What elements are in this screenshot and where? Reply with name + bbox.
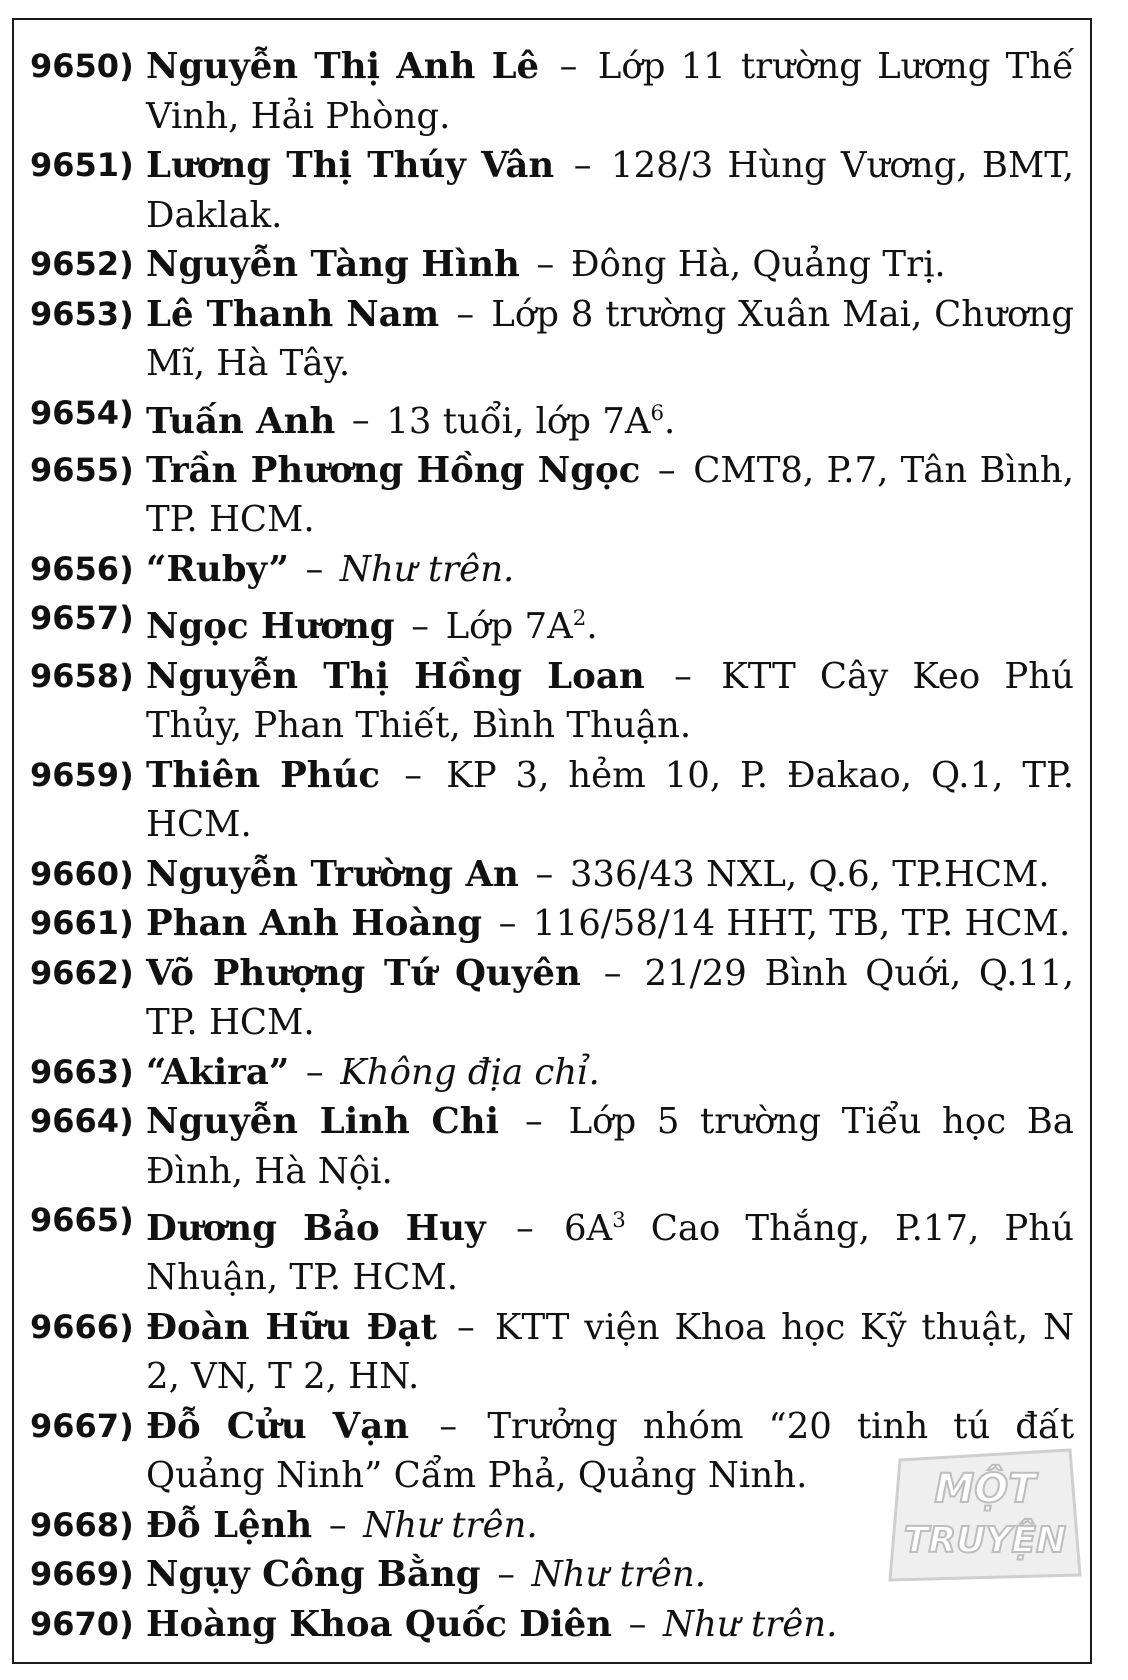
entry-number: 9665): [30, 1201, 134, 1240]
list-item: [30, 1196, 1080, 1303]
entry-body: [146, 141, 1080, 240]
entry-number: 9670): [30, 1604, 134, 1643]
entry-body: [146, 545, 1080, 595]
entry-body: [146, 850, 1080, 900]
entry-body: [146, 1196, 1080, 1303]
entry-body: [146, 42, 1080, 141]
entry-number: 9655): [30, 450, 134, 489]
entry-detail: KTT Cây Keo Phú Thủy, Phan Thiết, Bình Thuận.: [146, 655, 1075, 747]
list-item: [30, 949, 1080, 1048]
entry-detail: KTT viện Khoa học Kỹ thuật, N 2, VN, T 2, HN.: [146, 1306, 1075, 1398]
entry-detail-tail: .: [664, 400, 676, 442]
entry-body: [146, 949, 1080, 1048]
entry-detail: Không địa chỉ.: [340, 1051, 600, 1093]
entry-detail: Như trên.: [662, 1603, 838, 1645]
entry-separator: –: [456, 293, 475, 335]
entry-number: 9652): [30, 245, 134, 283]
entry-number: 9661): [30, 904, 134, 943]
entry-body: [146, 652, 1080, 751]
entry-number: 9667): [30, 1406, 134, 1445]
entry-separator: –: [457, 1306, 475, 1348]
list-item: [30, 290, 1080, 389]
list-item: [30, 1600, 1080, 1650]
list-item: [30, 1303, 1080, 1402]
entry-number: 9653): [30, 294, 134, 333]
entry-detail: CMT8, P.7, Tân Bình, TP. HCM.: [146, 449, 1074, 541]
entry-number: 9662): [30, 953, 134, 992]
entry-number: 9651): [30, 146, 134, 184]
entry-detail: Lớp 11 trường Lương Thế Vinh, Hải Phòng.: [146, 46, 1074, 137]
list-item: [30, 850, 1080, 900]
entry-separator: –: [603, 952, 622, 994]
entry-name: Trần Phương Hồng Ngọc: [146, 449, 641, 491]
entry-number: 9650): [30, 47, 134, 85]
entry-detail: 21/29 Bình Quới, Q.11, TP. HCM.: [146, 952, 1075, 1044]
watermark-logo: [880, 1440, 1090, 1590]
entry-body: [146, 1303, 1080, 1402]
entry-body: [146, 1600, 1080, 1650]
entry-name: Lương Thị Thúy Vân: [146, 145, 555, 186]
entry-body: [146, 389, 1080, 446]
list-item: [30, 751, 1080, 850]
entry-detail: Lớp 8 trường Xuân Mai, Chương Mĩ, Hà Tây.: [146, 293, 1074, 384]
entry-detail-tail: .: [586, 606, 598, 648]
entry-name: Phan Anh Hoàng: [146, 903, 483, 945]
entry-number: 9663): [30, 1052, 134, 1091]
list-item: [30, 899, 1080, 949]
entry-name: Võ Phượng Tứ Quyên: [146, 952, 581, 994]
entry-detail: 116/58/14 HHT, TB, TP. HCM.: [533, 903, 1071, 945]
entry-name: Nguyễn Linh Chi: [146, 1101, 500, 1143]
entry-separator: –: [305, 548, 324, 590]
entry-superscript: 3: [612, 1208, 626, 1234]
list-item: [30, 446, 1080, 545]
list-item: [30, 141, 1080, 240]
entry-body: [146, 446, 1080, 545]
entry-name: Tuấn Anh: [146, 400, 336, 442]
entry-separator: –: [439, 1405, 458, 1447]
list-item: [30, 545, 1080, 595]
entry-detail: 336/43 NXL, Q.6, TP.HCM.: [569, 853, 1050, 895]
entry-name: Đỗ Cửu Vạn: [146, 1405, 410, 1447]
entry-detail: 128/3 Hùng Vương, BMT, Daklak.: [146, 145, 1075, 236]
entry-number: 9659): [30, 755, 134, 794]
entry-separator: –: [535, 853, 554, 895]
entry-detail: Lớp 5 trường Tiểu học Ba Đình, Hà Nội.: [146, 1101, 1074, 1192]
entry-name: Lê Thanh Nam: [146, 293, 440, 335]
entry-name: Đoàn Hữu Đạt: [146, 1306, 437, 1348]
entry-detail: 6A: [563, 1207, 613, 1249]
entry-separator: –: [498, 903, 517, 945]
entry-separator: –: [351, 400, 370, 442]
entry-detail: Như trên.: [339, 548, 515, 590]
entry-number: 9658): [30, 656, 134, 695]
entry-separator: –: [628, 1603, 647, 1645]
entry-name: Ngọc Hương: [146, 606, 395, 648]
entry-number: 9666): [30, 1307, 134, 1346]
entry-separator: –: [573, 145, 592, 186]
entry-separator: –: [305, 1051, 324, 1093]
entry-name: Dương Bảo Huy: [146, 1207, 486, 1249]
entry-number: 9656): [30, 549, 134, 588]
entry-separator: –: [515, 1207, 534, 1249]
entry-separator: –: [559, 46, 578, 87]
entry-detail: Như trên.: [531, 1554, 707, 1596]
entry-separator: –: [524, 1101, 543, 1143]
entry-detail: Như trên.: [363, 1504, 538, 1546]
entry-number: 9668): [30, 1505, 134, 1544]
list-item: [30, 42, 1080, 141]
entry-separator: –: [411, 606, 429, 648]
entry-body: [146, 751, 1080, 850]
entry-separator: –: [657, 449, 676, 491]
entry-detail: Lớp 7A: [445, 606, 573, 648]
list-item: [30, 240, 1080, 290]
entry-separator: –: [404, 754, 422, 796]
address-list: [30, 42, 1080, 1649]
entry-detail: Đông Hà, Quảng Trị.: [570, 244, 946, 285]
list-item: [30, 594, 1080, 651]
list-item: [30, 652, 1080, 751]
watermark-line1: MỘT: [934, 1466, 1036, 1512]
entry-number: 9654): [30, 393, 134, 432]
entry-body: [146, 290, 1080, 389]
entry-name: Ngụy Công Bằng: [146, 1554, 481, 1596]
entry-detail: Trưởng nhóm “20 tinh tú đất Quảng Ninh” Cẩm Phả, Quảng Ninh.: [146, 1405, 1075, 1497]
entry-body: [146, 899, 1080, 949]
entry-separator: –: [497, 1554, 515, 1596]
watermark-line2: TRUYỆN: [903, 1520, 1067, 1561]
entry-separator: –: [536, 244, 555, 285]
entry-superscript: 2: [572, 606, 587, 632]
list-item: [30, 1097, 1080, 1196]
entry-number: 9664): [30, 1102, 134, 1141]
entry-name: Nguyễn Trường An: [146, 853, 519, 895]
entry-detail-tail: Cao Thắng, P.17, Phú Nhuận, TP. HCM.: [146, 1207, 1074, 1299]
entry-name: Hoàng Khoa Quốc Diên: [146, 1603, 612, 1645]
entry-body: [146, 240, 1080, 290]
entry-separator: –: [674, 655, 692, 697]
list-item: [30, 389, 1080, 446]
entry-name: “Ruby”: [146, 548, 289, 590]
entry-separator: –: [328, 1504, 347, 1546]
entry-name: Nguyễn Tàng Hình: [146, 244, 520, 285]
entry-body: [146, 1048, 1080, 1098]
entry-detail: KP 3, hẻm 10, P. Đakao, Q.1, TP. HCM.: [146, 754, 1074, 846]
entry-name: Nguyễn Thị Hồng Loan: [146, 655, 645, 697]
entry-name: “Akira”: [146, 1051, 290, 1093]
entry-name: Nguyễn Thị Anh Lê: [146, 46, 540, 87]
entry-detail: 13 tuổi, lớp 7A: [386, 400, 651, 442]
entry-name: Thiên Phúc: [146, 754, 381, 796]
entry-number: 9660): [30, 854, 134, 893]
entry-superscript: 6: [650, 400, 665, 426]
entry-number: 9657): [30, 599, 134, 638]
entry-body: [146, 594, 1080, 651]
entry-body: [146, 1097, 1080, 1196]
entry-name: Đỗ Lệnh: [146, 1504, 313, 1546]
entry-number: 9669): [30, 1555, 134, 1594]
list-item: [30, 1048, 1080, 1098]
